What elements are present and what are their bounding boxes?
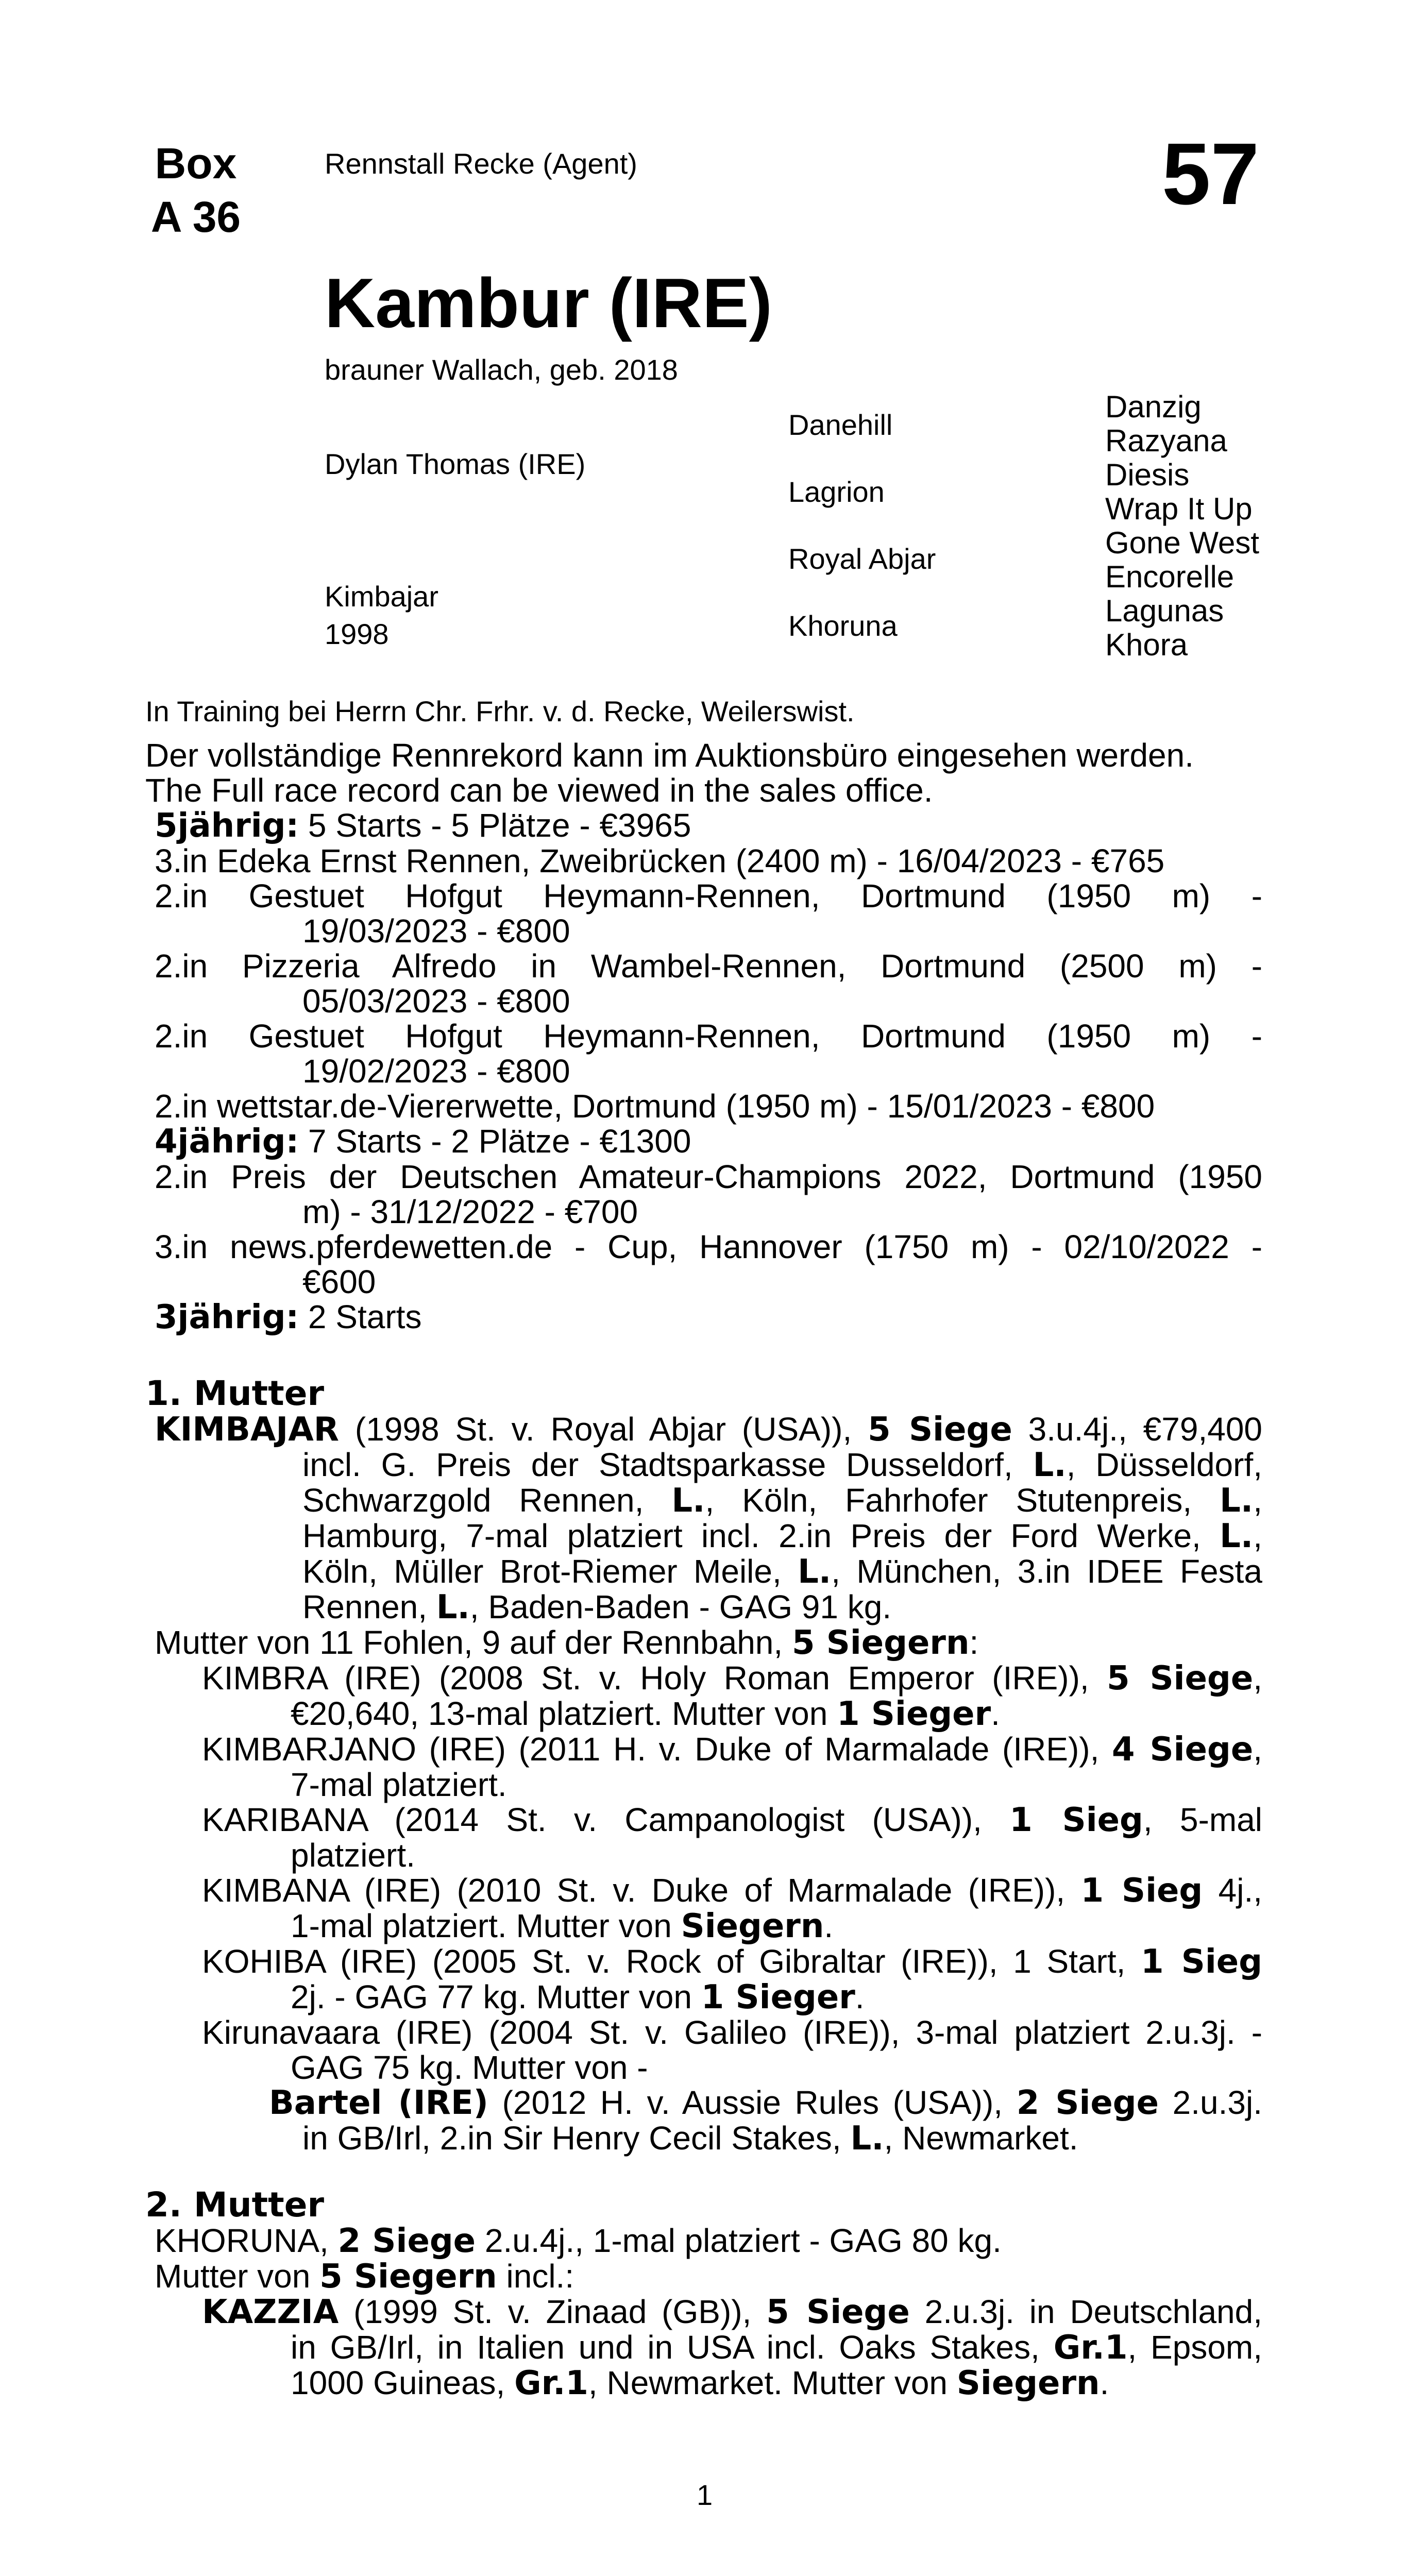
race-entry-continued: 19/02/2023 - €800 bbox=[302, 1053, 570, 1090]
progeny-entry-continued: GAG 75 kg. Mutter von - bbox=[291, 2049, 648, 2086]
first-dam-section bbox=[145, 1376, 1262, 2156]
horse-description: brauner Wallach, geb. 2018 bbox=[325, 353, 678, 386]
race-entry: 2.in Gestuet Hofgut Heymann-Rennen, Dortmund (1950 m) - bbox=[155, 1018, 1262, 1055]
horse-name: Kambur (IRE) bbox=[325, 264, 772, 342]
bold-text: 4 Siege bbox=[1111, 1731, 1254, 1769]
second-dam-section bbox=[145, 2187, 1262, 2401]
pedigree-third-generation bbox=[1105, 390, 1259, 662]
progeny-entry: KIMBRA (IRE) (2008 St. v. Holy Roman Emperor (IRE)), 5 Siege, bbox=[202, 1659, 1263, 1698]
progeny-entry-continued: platziert. bbox=[291, 1837, 415, 1874]
bold-text: KAZZIA bbox=[202, 2293, 339, 2331]
pedigree-ancestor: Encorelle bbox=[1105, 560, 1234, 594]
race-entry: 2.in Preis der Deutschen Amateur-Champions 2022, Dortmund (1950 bbox=[155, 1158, 1262, 1195]
bold-text: Bartel (IRE) bbox=[269, 2084, 488, 2122]
box-label bbox=[139, 137, 252, 244]
progeny-entry: Kirunavaara (IRE) (2004 St. v. Galileo (IRE)), 3-mal platziert 2.u.3j. - bbox=[202, 2014, 1262, 2051]
pedigree-ancestor: Wrap It Up bbox=[1105, 492, 1253, 526]
race-entry-continued: 19/03/2023 - €800 bbox=[302, 912, 570, 950]
second-dam-progeny-continued: in GB/Irl, in Italien und in USA incl. Oaks Stakes, Gr.1, Epsom, bbox=[291, 2329, 1263, 2367]
pedigree-ancestor: Danzig bbox=[1105, 389, 1202, 424]
race-entry-continued: €600 bbox=[302, 1263, 376, 1300]
foals-summary: Mutter von 11 Fohlen, 9 auf der Rennbahn, 5 Siegern: bbox=[155, 1624, 979, 1662]
race-entry-continued: m) - 31/12/2022 - €700 bbox=[302, 1193, 638, 1230]
bold-text: L. bbox=[1220, 1482, 1254, 1520]
age-3-summary: 3jährig: 2 Starts bbox=[155, 1298, 422, 1336]
age-5-summary: 5jährig: 5 Starts - 5 Plätze - €3965 bbox=[155, 807, 691, 845]
race-entry-continued: 05/03/2023 - €800 bbox=[302, 982, 570, 1020]
pedigree-sire: Dylan Thomas (IRE) bbox=[325, 448, 586, 480]
race-entry: 2.in Gestuet Hofgut Heymann-Rennen, Dortmund (1950 m) - bbox=[155, 877, 1262, 914]
first-dam-line: KIMBAJAR (1998 St. v. Royal Abjar (USA)), 5 Siege 3.u.4j., €79,400 bbox=[155, 1411, 1263, 1449]
first-dam-line: Hamburg, 7-mal platziert incl. 2.in Preis der Ford Werke, L., bbox=[302, 1517, 1262, 1555]
race-entry: 3.in news.pferdewetten.de - Cup, Hannover (1750 m) - 02/10/2022 - bbox=[155, 1228, 1262, 1265]
pedigree-dam-sire: Royal Abjar bbox=[788, 543, 936, 575]
progeny-entry-continued: €20,640, 13-mal platziert. Mutter von 1 Sieger. bbox=[291, 1695, 1000, 1733]
pedigree-dam-year: 1998 bbox=[325, 618, 389, 650]
second-dam-heading: 2. Mutter bbox=[145, 2185, 325, 2225]
bold-text: L. bbox=[671, 1482, 705, 1520]
progeny-entry: KOHIBA (IRE) (2005 St. v. Rock of Gibraltar (IRE)), 1 Start, 1 Sieg bbox=[202, 1943, 1263, 1981]
bold-text: 1 Sieg bbox=[1080, 1872, 1203, 1910]
pedigree-ancestor: Razyana bbox=[1105, 423, 1227, 458]
record-note-en: The Full race record can be viewed in the sales office. bbox=[145, 772, 933, 809]
second-dam-progeny-continued: 1000 Guineas, Gr.1, Newmarket. Mutter von Siegern. bbox=[291, 2364, 1109, 2402]
pedigree-dam: Kimbajar bbox=[325, 580, 438, 613]
grandprogeny-entry-continued: in GB/Irl, 2.in Sir Henry Cecil Stakes, L., Newmarket. bbox=[302, 2120, 1078, 2158]
bold-text: 1 Sieg bbox=[1141, 1943, 1263, 1981]
progeny-entry-continued: 2j. - GAG 77 kg. Mutter von 1 Sieger. bbox=[291, 1978, 865, 2016]
box-line-1: Box bbox=[155, 139, 237, 188]
grandprogeny-entry: Bartel (IRE) (2012 H. v. Aussie Rules (USA)), 2 Siege 2.u.3j. bbox=[269, 2084, 1263, 2122]
race-record bbox=[145, 738, 1262, 1335]
first-dam-line: incl. G. Preis der Stadtsparkasse Dusseldorf, L., Düsseldorf, bbox=[302, 1446, 1263, 1484]
bold-text: 5 Siege bbox=[766, 2293, 910, 2331]
consignor: Rennstall Recke (Agent) bbox=[325, 147, 637, 180]
second-dam-line: Mutter von 5 Siegern incl.: bbox=[155, 2258, 574, 2296]
first-dam-line: Rennen, L., Baden-Baden - GAG 91 kg. bbox=[302, 1588, 892, 1626]
pedigree-ancestor: Diesis bbox=[1105, 457, 1190, 492]
age-4-summary: 4jährig: 7 Starts - 2 Plätze - €1300 bbox=[155, 1123, 691, 1161]
record-note-de: Der vollständige Rennrekord kann im Auktionsbüro eingesehen werden. bbox=[145, 737, 1194, 774]
progeny-entry: KARIBANA (2014 St. v. Campanologist (USA)), 1 Sieg, 5-mal bbox=[202, 1801, 1263, 1839]
pedigree-ancestor: Lagunas bbox=[1105, 594, 1224, 628]
training-note: In Training bei Herrn Chr. Frhr. v. d. Recke, Weilerswist. bbox=[145, 695, 855, 727]
bold-text: L. bbox=[1220, 1517, 1254, 1555]
pedigree-ancestor: Gone West bbox=[1105, 526, 1260, 560]
progeny-entry: KIMBANA (IRE) (2010 St. v. Duke of Marmalade (IRE)), 1 Sieg 4j., bbox=[202, 1872, 1263, 1910]
page-number: 1 bbox=[697, 2479, 713, 2511]
first-dam-line: Schwarzgold Rennen, L., Köln, Fahrhofer Stutenpreis, L., bbox=[302, 1482, 1262, 1520]
first-dam-heading: 1. Mutter bbox=[145, 1374, 325, 1413]
bold-text: Gr.1 bbox=[1053, 2329, 1128, 2367]
race-entry: 2.in Pizzeria Alfredo in Wambel-Rennen, Dortmund (2500 m) - bbox=[155, 947, 1262, 985]
race-entry: 3.in Edeka Ernst Rennen, Zweibrücken (2400 m) - 16/04/2023 - €765 bbox=[155, 842, 1165, 879]
lot-number: 57 bbox=[1162, 125, 1260, 223]
progeny-entry-continued: 1-mal platziert. Mutter von Siegern. bbox=[291, 1907, 834, 1945]
bold-text: L. bbox=[798, 1553, 832, 1591]
pedigree-ancestor: Khora bbox=[1105, 628, 1188, 662]
bold-text: 5 Siege bbox=[1107, 1659, 1254, 1698]
pedigree-dam-dam: Khoruna bbox=[788, 609, 898, 642]
second-dam-progeny: KAZZIA (1999 St. v. Zinaad (GB)), 5 Siege 2.u.3j. in Deutschland, bbox=[202, 2293, 1263, 2331]
bold-text: 1 Sieg bbox=[1009, 1801, 1143, 1839]
second-dam-line: KHORUNA, 2 Siege 2.u.4j., 1-mal platziert - GAG 80 kg. bbox=[155, 2222, 1002, 2260]
pedigree-sire-dam: Lagrion bbox=[788, 476, 885, 508]
race-entry: 2.in wettstar.de-Viererwette, Dortmund (1950 m) - 15/01/2023 - €800 bbox=[155, 1088, 1155, 1125]
progeny-entry: KIMBARJANO (IRE) (2011 H. v. Duke of Marmalade (IRE)), 4 Siege, bbox=[202, 1731, 1263, 1769]
bold-text: 2 Siege bbox=[1016, 2084, 1159, 2122]
bold-text: L. bbox=[1033, 1446, 1067, 1484]
first-dam-line: Köln, Müller Brot-Riemer Meile, L., München, 3.in IDEE Festa bbox=[302, 1553, 1262, 1591]
pedigree-sire-sire: Danehill bbox=[788, 409, 893, 441]
box-line-2: A 36 bbox=[150, 193, 241, 241]
progeny-entry-continued: 7-mal platziert. bbox=[291, 1766, 507, 1803]
